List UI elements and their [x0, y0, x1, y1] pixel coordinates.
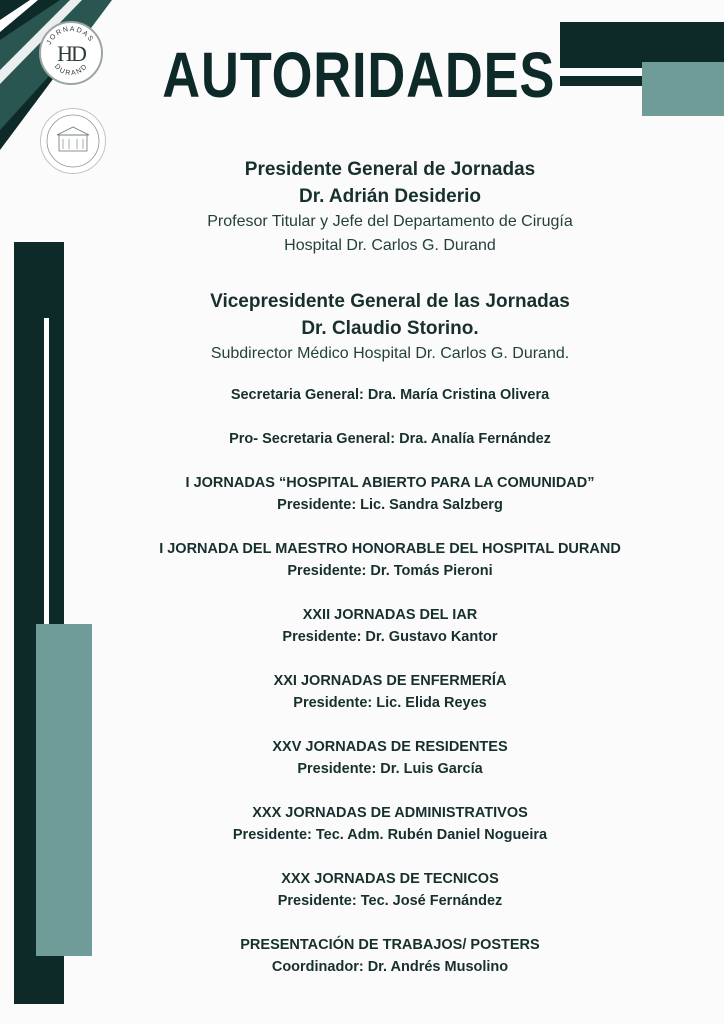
section-person: Presidente: Tec. Adm. Rubén Daniel Nogueira: [232, 827, 548, 843]
jornadas-durand-logo: [39, 21, 103, 85]
vicepresidente-name: Dr. Claudio Storino.: [301, 318, 479, 339]
vicepresidente-block: [110, 288, 670, 366]
logo-monogram: HD: [57, 41, 85, 66]
section-title: XXX JORNADAS DE TECNICOS: [281, 871, 499, 887]
hospital-seal: [40, 108, 106, 174]
section-residentes: [100, 736, 680, 780]
secretaria-general: Secretaria General: Dra. María Cristina Olivera: [230, 387, 550, 403]
section-person: Presidente: Tec. José Fernández: [277, 893, 503, 909]
section-person: Presidente: Lic. Elida Reyes: [293, 695, 487, 711]
section-title: XXI JORNADAS DE ENFERMERÍA: [273, 673, 507, 689]
left-teal-block: [36, 624, 92, 956]
svg-text:JORNADAS: JORNADAS: [45, 25, 95, 47]
section-person: Coordinador: Dr. Andrés Musolino: [271, 959, 509, 975]
section-person: Presidente: Dr. Gustavo Kantor: [282, 629, 498, 645]
section-title: I JORNADAS “HOSPITAL ABIERTO PARA LA COMUNIDAD”: [185, 475, 595, 491]
presidente-role: Presidente General de Jornadas: [244, 159, 536, 180]
section-person: Presidente: Lic. Sandra Salzberg: [277, 497, 503, 513]
section-person: Presidente: Dr. Tomás Pieroni: [287, 563, 493, 579]
pro-secretaria-general: Pro- Secretaria General: Dra. Analía Fernández: [229, 431, 551, 447]
top-right-teal-block: [642, 62, 724, 116]
section-title: XXII JORNADAS DEL IAR: [302, 607, 478, 623]
section-tecnicos: [100, 868, 680, 912]
vicepresidente-line1: Subdirector Médico Hospital Dr. Carlos G. Durand.: [210, 345, 570, 362]
page-title: AUTORIDADES: [162, 39, 556, 111]
section-iar: [100, 604, 680, 648]
svg-text:DURAND: DURAND: [52, 62, 90, 78]
section-title: PRESENTACIÓN DE TRABAJOS/ POSTERS: [240, 937, 540, 953]
presidente-block: [110, 156, 670, 258]
section-hospital-abierto: [100, 472, 680, 516]
section-title: I JORNADA DEL MAESTRO HONORABLE DEL HOSPITAL DURAND: [159, 541, 621, 557]
presidente-name: Dr. Adrián Desiderio: [299, 186, 481, 207]
section-maestro-honorable: [90, 538, 690, 582]
section-person: Presidente: Dr. Luis García: [297, 761, 483, 777]
presidente-line2: Hospital Dr. Carlos G. Durand: [284, 237, 496, 254]
section-posters: [100, 934, 680, 978]
presidente-line1: Profesor Titular y Jefe del Departamento de Cirugía: [207, 213, 573, 230]
vicepresidente-role: Vicepresidente General de las Jornadas: [210, 291, 570, 312]
section-administrativos: [100, 802, 680, 846]
section-title: XXV JORNADAS DE RESIDENTES: [272, 739, 508, 755]
section-enfermeria: [100, 670, 680, 714]
section-title: XXX JORNADAS DE ADMINISTRATIVOS: [252, 805, 528, 821]
